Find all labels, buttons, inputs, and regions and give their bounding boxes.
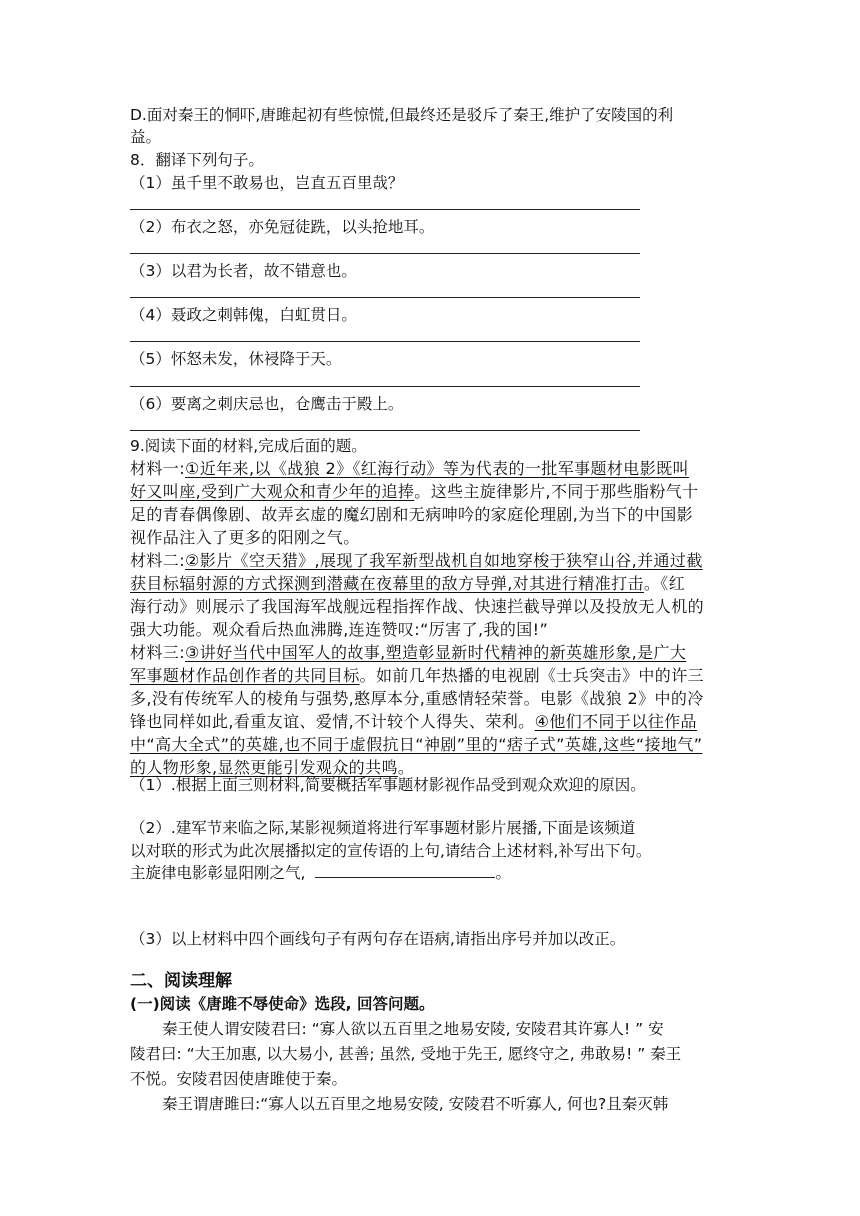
q7-option-d-line1: D.面对秦王的恫吓,唐雎起初有些惊慌,但最终还是驳斥了秦王,维护了安陵国的利 <box>130 106 674 124</box>
material-3-line2 <box>130 665 730 687</box>
underlined-sentence-3: ③讲好当代中国军人的故事,塑造彰显新时代精神的新英雄形象,是广大 <box>185 643 687 662</box>
underlined-sentence-4-end: 的人物形象,显然更能引发观众的共鸣 <box>130 758 398 777</box>
passage-p1-line3: 不悦。安陵君因使唐雎使于秦。 <box>130 1070 348 1088</box>
material-3-line4 <box>130 711 730 733</box>
material-1-line2 <box>130 481 730 503</box>
section-heading: 二、阅读理解 <box>130 971 232 991</box>
material-1-line3: 足的青春偶像剧、故弄玄虚的魔幻剧和无病呻吟的家庭伦理剧,为当下的中国影 <box>130 505 694 524</box>
q9-sub3: （3）以上材料中四个画线句子有两句存在语病,请指出序号并加以改正。 <box>130 930 626 948</box>
underlined-sentence-4: ④他们不同于以往作品 <box>534 712 697 731</box>
underlined-sentence-3-cont: 军事题材作品创作者的共同目标 <box>130 666 360 685</box>
material-1-line4: 视作品注入了更多的阳刚之气。 <box>130 528 360 547</box>
material-3-label: 材料三: <box>130 643 185 662</box>
q8-item-6: （6）要离之刺庆忌也，仓鹰击于殿上。 <box>130 395 404 413</box>
q8-item-3: （3）以君为长者，故不错意也。 <box>130 262 357 280</box>
answer-blank-2[interactable] <box>130 253 640 254</box>
material-1-line1 <box>130 458 730 480</box>
underlined-sentence-1: ①近年来,以《战狼 2》《红海行动》等为代表的一批军事题材电影既叫 <box>185 459 689 478</box>
passage-p1-line1: 秦王使人谓安陵君曰: “寡人欲以五百里之地易安陵, 安陵君其许寡人! ” 安 <box>162 1020 664 1038</box>
answer-blank-3[interactable] <box>130 297 640 298</box>
q9-sub2-line1: （2）.建军节来临之际,某影视频道将进行军事题材影片展播,下面是该频道 <box>130 819 636 837</box>
answer-blank-5[interactable] <box>130 386 640 387</box>
couplet-answer-blank[interactable] <box>315 863 495 878</box>
material-3-text: 锋也同样如此,看重友谊、爱情,不计较个人得失、荣利。 <box>130 712 535 731</box>
material-2-line4: 强大功能。观众看后热血沸腾,连连赞叹:“厉害了,我的国!” <box>130 620 549 639</box>
underlined-sentence-2-cont: 获目标辐射源的方式探测到潜藏在夜幕里的敌方导弹,对其进行精准打击 <box>130 574 644 593</box>
underlined-sentence-2: ②影片《空天猎》,展现了我军新型战机自如地穿梭于狭窄山谷,并通过截 <box>185 551 703 570</box>
answer-blank-4[interactable] <box>130 341 640 342</box>
q8-item-5: （5）怀怒未发，休祲降于天。 <box>130 350 342 368</box>
passage-p1-line2: 陵君曰: “大王加惠, 以大易小, 甚善; 虽然, 受地于先王, 愿终守之, 弗敢易! ” 秦王 <box>130 1045 682 1063</box>
material-2-label: 材料二: <box>130 551 185 570</box>
q9-sub1: （1）.根据上面三则材料,简要概括军事题材影视作品受到观众欢迎的原因。 <box>130 776 646 794</box>
q9-sub2-line2: 以对联的形式为此次展播拟定的宣传语的上句,请结合上述材料,补写出下句。 <box>130 842 652 860</box>
material-1-label: 材料一: <box>130 459 185 478</box>
reading-part-title: (一)阅读《唐雎不辱使命》选段, 回答问题。 <box>130 995 435 1013</box>
material-2-line2 <box>130 573 730 595</box>
q8-title: 8．翻译下列句子。 <box>130 151 264 169</box>
q9-sub2-line3 <box>130 862 730 884</box>
material-3-line1 <box>130 642 730 664</box>
underlined-sentence-1-cont: 好又叫座,受到广大观众和青少年的追捧 <box>130 482 415 501</box>
q8-item-4: （4）聂政之刺韩傀，白虹贯日。 <box>130 306 357 324</box>
couplet-upper: 主旋律电影彰显阳刚之气, <box>130 864 306 882</box>
q9-title: 9.阅读下面的材料,完成后面的题。 <box>130 437 367 455</box>
answer-blank-6[interactable] <box>130 430 640 431</box>
material-2-line3: 海行动》则展示了我国海军战舰远程指挥作战、快速拦截导弹以及投放无人机的 <box>130 597 705 616</box>
material-3-period: 。 <box>397 758 415 777</box>
q7-option-d-line2: 益。 <box>130 128 162 146</box>
material-3-line3: 多,没有传统军人的棱角与强势,憨厚本分,重感情轻荣誉。电影《战狼 2》中的冷 <box>130 689 704 708</box>
material-2-line1 <box>130 550 730 572</box>
couplet-end: 。 <box>495 864 511 882</box>
material-1-text: 。这些主旋律影片,不同于那些脂粉气十 <box>414 482 699 501</box>
material-3-line5 <box>130 734 730 756</box>
passage-p2-line1: 秦王谓唐雎曰:“寡人以五百里之地易安陵, 安陵君不听寡人, 何也?且秦灭韩 <box>162 1095 669 1113</box>
underlined-sentence-4-cont: 中“高大全式”的英雄,也不同于虚假抗日“神剧”里的“痞子式”英雄,这些“接地气” <box>130 735 703 754</box>
answer-blank-1[interactable] <box>130 209 640 210</box>
q8-item-2: （2）布衣之怒，亦免冠徒跣，以头抢地耳。 <box>130 218 435 236</box>
q8-item-1: （1）虽千里不敢易也，岂直五百里哉？ <box>130 174 404 192</box>
material-2-text: 。《红 <box>643 574 686 593</box>
material-3-text: 。如前几年热播的电视剧《士兵突击》中的许三 <box>359 666 705 685</box>
